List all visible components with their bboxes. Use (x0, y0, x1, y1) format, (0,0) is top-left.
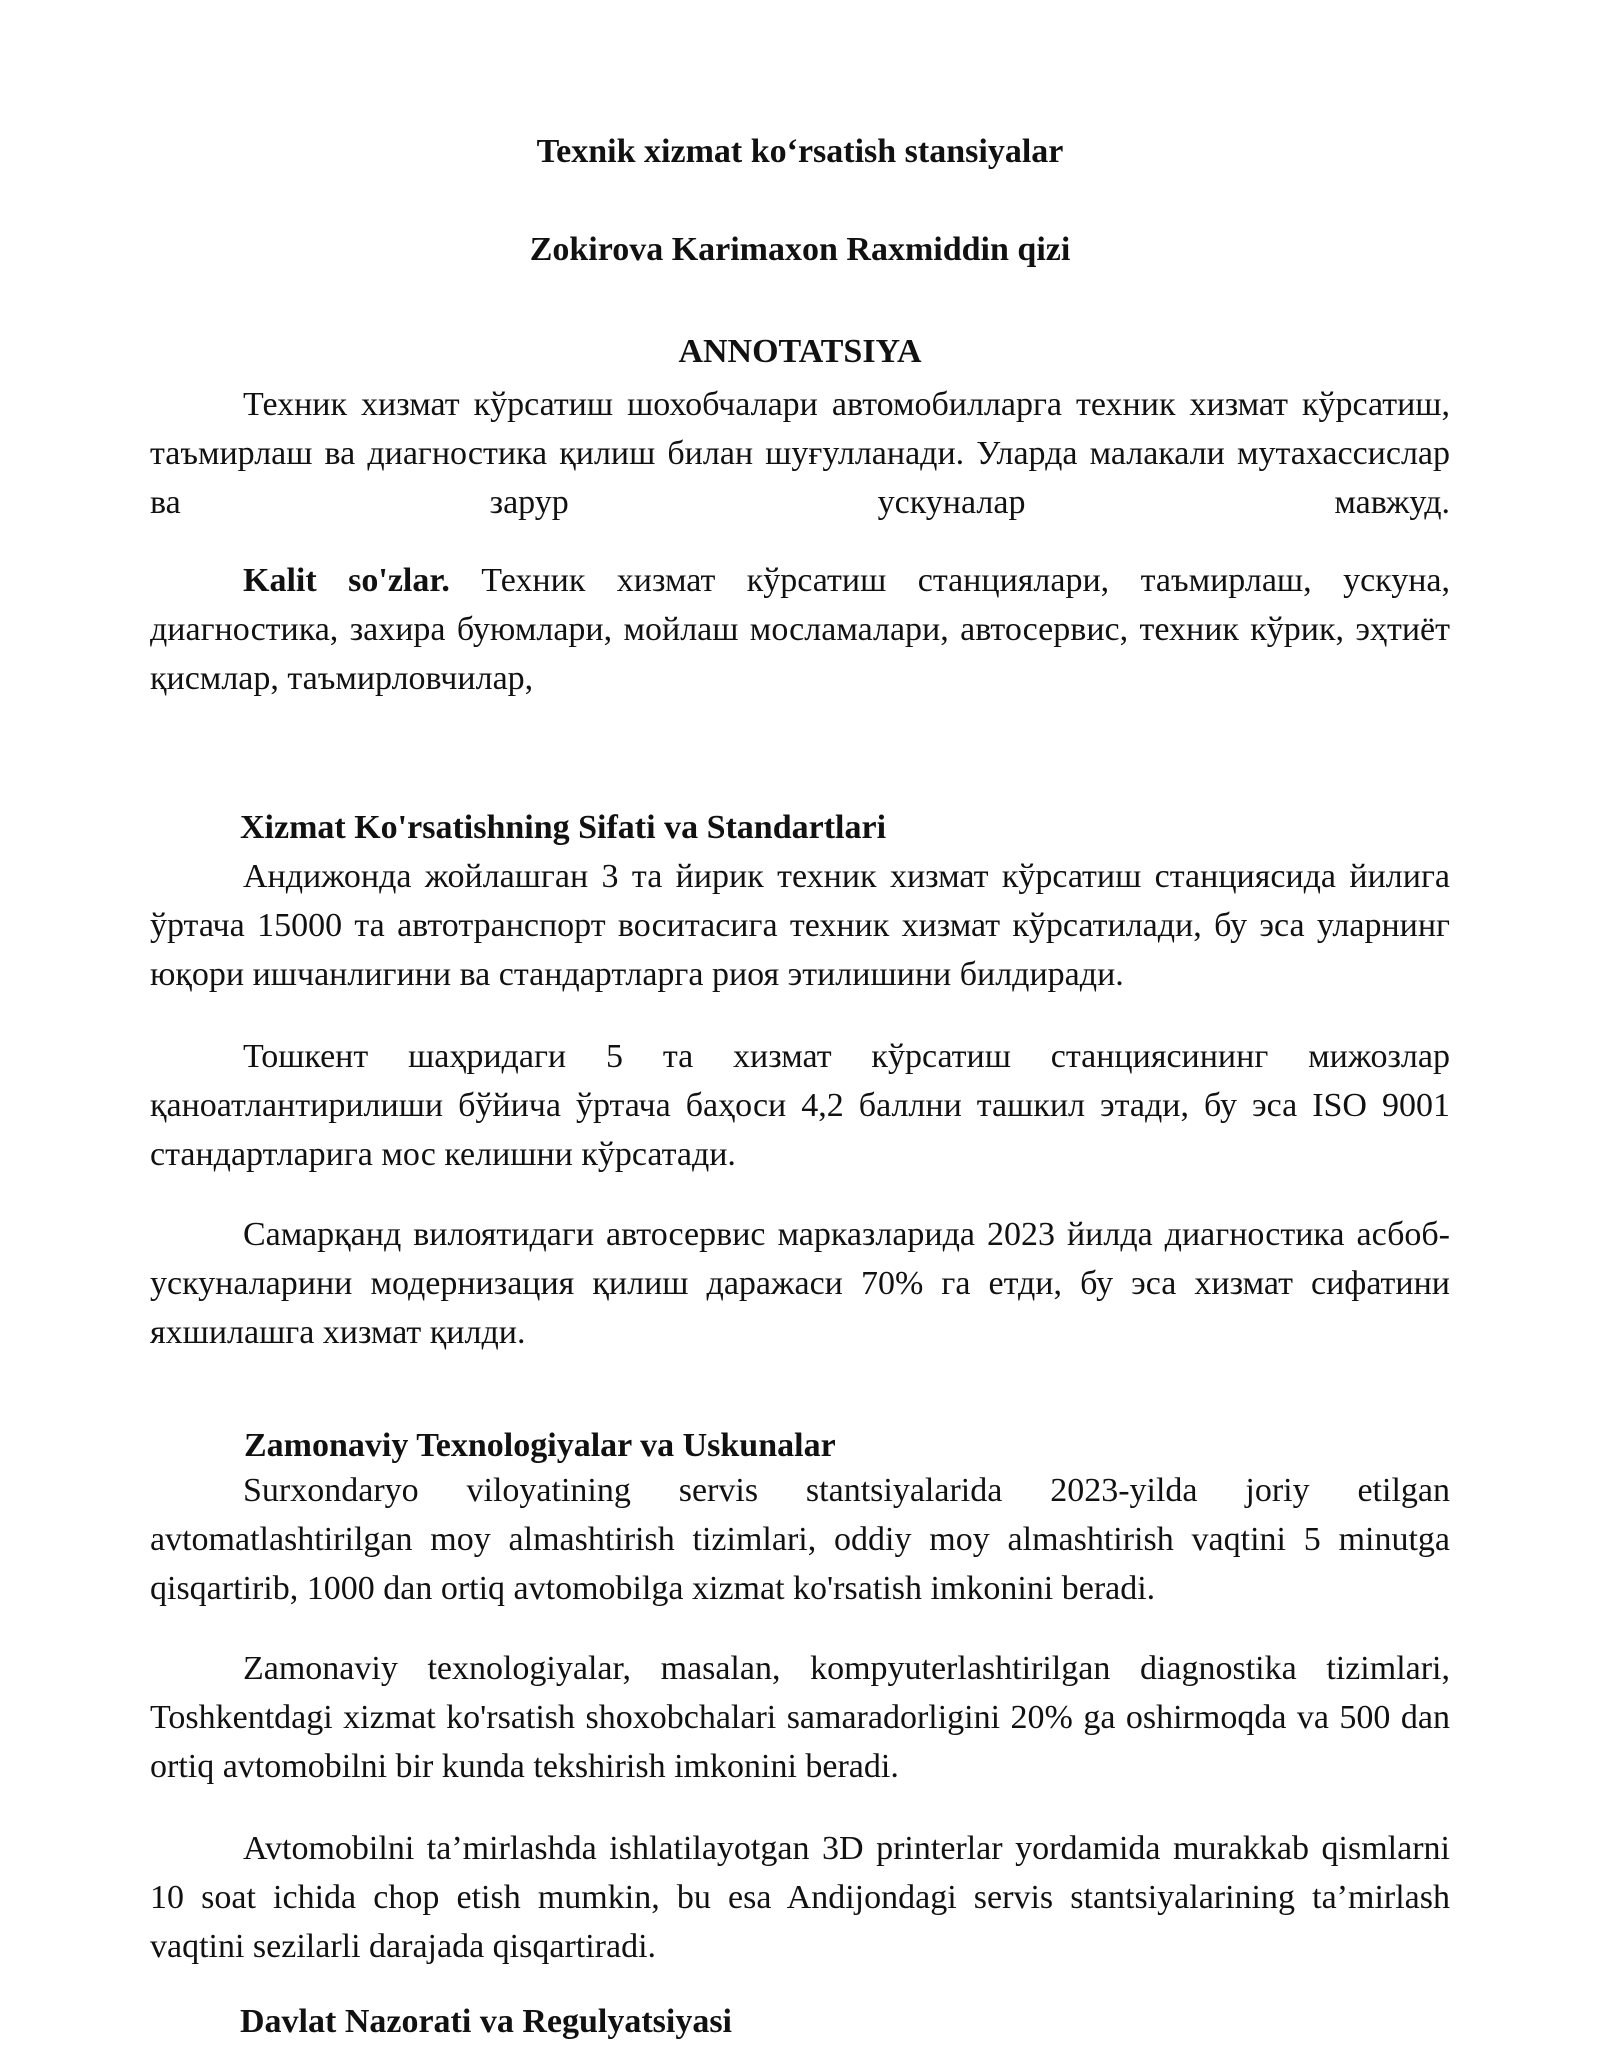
section-paragraph: Zamonaviy texnologiyalar, masalan, kompyuterlashtirilgan diagnostika tizimlari, Toshkentdagi xizmat ko'rsatish shoxobchalari samaradorligini 20% ga oshirmoqda va 500 dan ortiq avtomobilni bir kunda tekshirish imkonini beradi. (150, 1650, 1450, 1785)
section-paragraph: Тошкент шаҳридаги 5 та хизмат кўрсатиш станциясининг мижозлар қаноатлантирилиши бўйича ўртача баҳоси 4,2 баллни ташкил этади, бу эса ISO 9001 стандартларига мос келишни кўрсатади. (150, 1038, 1450, 1173)
section-heading-quality: Xizmat Ko'rsatishning Sifati va Standartlari (240, 809, 887, 846)
keywords-paragraph (150, 556, 1450, 703)
abstract-heading: ANNOTATSIYA (678, 333, 922, 370)
author-name: Zokirova Karimaxon Raxmiddin qizi (529, 231, 1071, 268)
keywords-label: Kalit so'zlar. (243, 562, 450, 599)
section-heading-technology: Zamonaviy Texnologiyalar va Uskunalar (244, 1427, 836, 1464)
document-page (150, 0, 1450, 2070)
document-title: Texnik xizmat koʻrsatish stansiyalar (536, 133, 1064, 170)
section-paragraph: Самарқанд вилоятидаги автосервис марказларида 2023 йилда диагностика асбоб-ускуналарини модернизация қилиш даражаси 70% га етди, бу эса хизмат сифатини яхшилашга хизмат қилди. (150, 1216, 1450, 1351)
keywords-text: Техник хизмат кўрсатиш станциялари, таъмирлаш, ускуна, диагностика, захира буюмлари, мойлаш мосламалари, автосервис, техник кўрик, эҳтиёт қисмлар, таъмирловчилар, (150, 562, 1450, 697)
abstract-paragraph: Техник хизмат кўрсатиш шохобчалари автомобилларга техник хизмат кўрсатиш, таъмирлаш ва диагностика қилиш билан шуғулланади. Уларда малакали мутахассислар ва зарур ускуналар мавжуд. (150, 386, 1450, 521)
section-heading-regulation: Davlat Nazorati va Regulyatsiyasi (240, 2003, 733, 2040)
section-paragraph: Surxondaryo viloyatining servis stantsiyalarida 2023-yilda joriy etilgan avtomatlashtirilgan moy almashtirish tizimlari, oddiy moy almashtirish vaqtini 5 minutga qisqartirib, 1000 dan ortiq avtomobilga xizmat ko'rsatish imkonini beradi. (150, 1472, 1450, 1607)
section-paragraph: Андижонда жойлашган 3 та йирик техник хизмат кўрсатиш станциясида йилига ўртача 15000 та автотранспорт воситасига техник хизмат кўрсатилади, бу эса уларнинг юқори ишчанлигини ва стандартларга риоя этилишини билдиради. (150, 858, 1450, 993)
section-paragraph: Avtomobilni ta’mirlashda ishlatilayotgan 3D printerlar yordamida murakkab qismlarni 10 soat ichida chop etish mumkin, bu esa Andijondagi servis stantsiyalarining ta’mirlash vaqtini sezilarli darajada qisqartiradi. (150, 1830, 1450, 1965)
